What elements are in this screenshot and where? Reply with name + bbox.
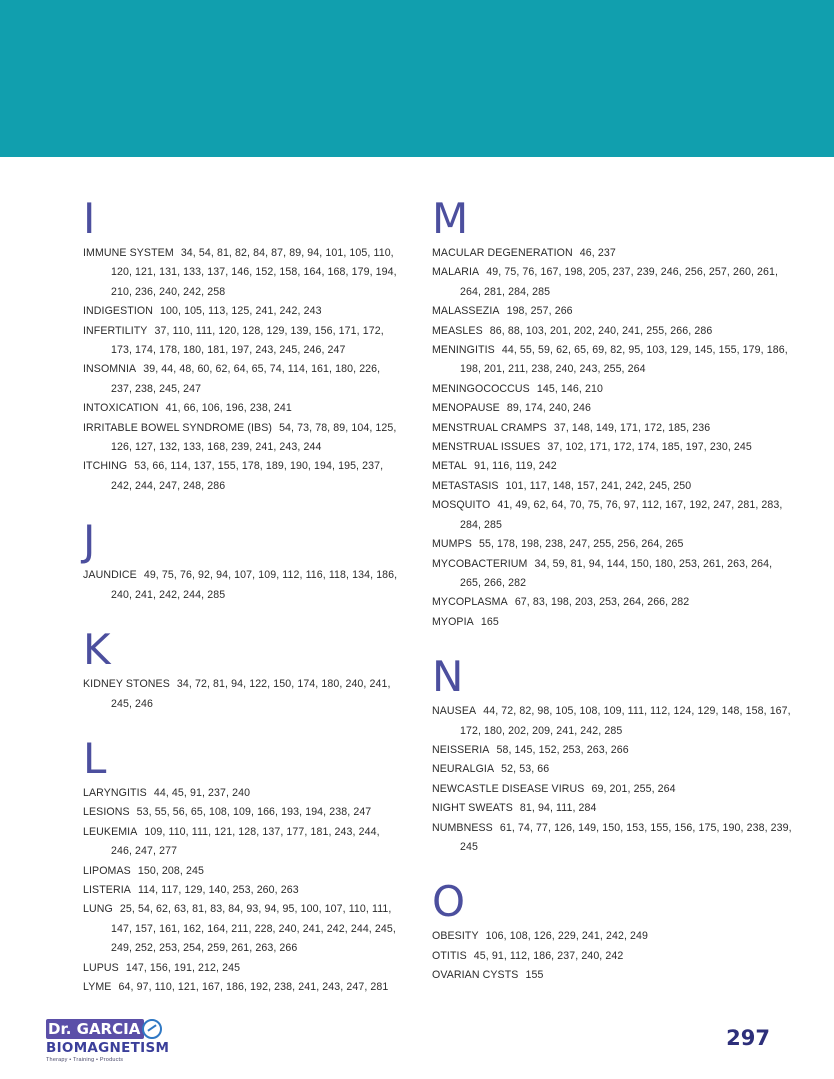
index-entry: [432, 496, 792, 535]
index-term: LEUKEMIA: [83, 825, 138, 838]
index-term: INSOMNIA: [83, 363, 137, 376]
index-section: [432, 654, 792, 857]
index-page-refs: 101, 117, 148, 157, 241, 242, 245, 250: [505, 479, 692, 492]
index-page-refs: 25, 54, 62, 63, 81, 83, 84, 93, 94, 95, 100, 107, 110, 111, 147, 157, 161, 162, 164, 211, 228, 240, 241, 242, 244, 245, 249, 252, 253, 254, 259, 261, 263, 266: [111, 903, 396, 955]
index-page-refs: 41, 66, 106, 196, 238, 241: [165, 402, 292, 415]
index-entry: [432, 555, 792, 594]
index-page-refs: 81, 94, 111, 284: [519, 802, 597, 815]
index-term: LISTERIA: [83, 883, 131, 896]
section-letter: I: [83, 194, 96, 243]
index-entry: [83, 900, 403, 958]
index-entry-list: [432, 702, 792, 857]
index-page-refs: 34, 59, 81, 94, 144, 150, 180, 253, 261, 263, 264, 265, 266, 282: [460, 557, 773, 589]
index-page-refs: 53, 66, 114, 137, 155, 178, 189, 190, 194, 195, 237, 242, 244, 247, 248, 286: [111, 460, 384, 492]
index-entry: [432, 535, 792, 554]
index-entry: [432, 302, 792, 321]
index-term: MENINGOCOCCUS: [432, 382, 530, 395]
index-term: MACULAR DEGENERATION: [432, 247, 573, 259]
index-entry: [432, 613, 792, 632]
index-entry: [432, 819, 792, 858]
index-page-refs: 114, 117, 129, 140, 253, 260, 263: [137, 883, 299, 896]
index-term: NUMBNESS: [432, 821, 493, 834]
index-page-refs: 53, 55, 56, 65, 108, 109, 166, 193, 194, 238, 247: [136, 806, 372, 819]
index-entry-list: [83, 244, 403, 496]
index-entry: [83, 823, 403, 862]
index-term: NEURALGIA: [432, 763, 495, 776]
index-section: [83, 733, 403, 997]
index-page-refs: 44, 55, 59, 62, 65, 69, 82, 95, 103, 129, 145, 155, 179, 186, 198, 201, 211, 238, 240, 243, 255, 264: [460, 344, 788, 376]
index-entry: [432, 593, 792, 612]
section-gap: [432, 857, 792, 879]
section-gap: [432, 632, 792, 654]
index-entry: [432, 947, 792, 966]
index-entry: [83, 675, 403, 714]
section-letter: O: [432, 877, 466, 927]
logo-tagline: Therapy • Training • Products: [46, 1057, 124, 1063]
index-entry: [83, 322, 403, 361]
index-entry: [432, 702, 792, 741]
index-term: MALASSEZIA: [432, 305, 500, 318]
index-term: MUMPS: [432, 538, 472, 551]
index-entry: [432, 760, 792, 779]
index-section: [83, 196, 403, 496]
index-term: LARYNGITIS: [83, 786, 147, 799]
index-term: KIDNEY STONES: [83, 678, 170, 691]
index-page-refs: 109, 110, 111, 121, 128, 137, 177, 181, 243, 244, 246, 247, 277: [111, 825, 380, 858]
index-section: [432, 879, 792, 985]
index-entry: [432, 322, 792, 341]
index-page-refs: 198, 257, 266: [506, 305, 573, 318]
section-letter: L: [83, 733, 107, 783]
index-page-refs: 44, 72, 82, 98, 105, 108, 109, 111, 112, 124, 129, 148, 158, 167, 172, 180, 202, 209, 241, 242, 285: [460, 705, 791, 737]
index-term: MEASLES: [432, 324, 483, 337]
index-page-refs: 37, 148, 149, 171, 172, 185, 236: [553, 421, 711, 434]
index-page-refs: 45, 91, 112, 186, 237, 240, 242: [473, 949, 624, 962]
index-page-refs: 100, 105, 113, 125, 241, 242, 243: [160, 305, 322, 318]
index-page-refs: 44, 45, 91, 237, 240: [153, 786, 251, 799]
index-page-refs: 106, 108, 126, 229, 241, 242, 249: [485, 930, 649, 943]
index-entry: [432, 927, 792, 946]
index-entry: [432, 341, 792, 380]
index-page-refs: 46, 237: [579, 247, 616, 259]
index-page-refs: 37, 102, 171, 172, 174, 185, 197, 230, 245: [547, 441, 752, 454]
index-term: MENOPAUSE: [432, 402, 500, 415]
index-term: MENINGITIS: [432, 344, 495, 357]
index-page-refs: 91, 116, 119, 242: [474, 460, 557, 473]
index-term: OTITIS: [432, 949, 467, 962]
index-term: LIPOMAS: [83, 864, 131, 877]
index-entry: [432, 380, 792, 399]
index-section: [83, 518, 403, 605]
index-term: OVARIAN CYSTS: [432, 969, 519, 982]
index-term: MENSTRUAL ISSUES: [432, 441, 541, 454]
index-entry: [83, 419, 403, 458]
index-page-refs: 147, 156, 191, 212, 245: [125, 961, 241, 974]
index-page-refs: 39, 44, 48, 60, 62, 64, 65, 74, 114, 161, 180, 226, 237, 238, 245, 247: [111, 363, 381, 395]
index-entry-list: [83, 675, 403, 714]
index-entry: [83, 566, 403, 605]
index-entry: [432, 419, 792, 438]
section-gap: [83, 496, 403, 518]
section-letter: M: [432, 194, 469, 243]
index-page-refs: 64, 97, 110, 121, 167, 186, 192, 238, 241, 243, 247, 281: [118, 980, 389, 993]
index-entry: [83, 959, 403, 978]
index-section: [83, 627, 403, 714]
index-page-refs: 58, 145, 152, 253, 263, 266: [496, 743, 629, 756]
index-page-refs: 86, 88, 103, 201, 202, 240, 241, 255, 266, 286: [489, 324, 713, 337]
index-entry: [432, 263, 792, 302]
index-entry: [83, 881, 403, 900]
index-page-refs: 49, 75, 76, 167, 198, 205, 237, 239, 246, 256, 257, 260, 261, 264, 281, 284, 285: [460, 266, 779, 298]
index-term: MOSQUITO: [432, 499, 491, 512]
index-entry: [83, 302, 403, 321]
index-entry: [83, 978, 403, 997]
index-entry: [83, 244, 403, 302]
header-band: [0, 0, 834, 157]
index-term: IMMUNE SYSTEM: [83, 247, 174, 259]
magnet-icon: [142, 1019, 162, 1039]
index-entry: [83, 399, 403, 418]
index-page-refs: 89, 174, 240, 246: [506, 402, 592, 415]
index-term: ITCHING: [83, 460, 128, 473]
index-term: MENSTRUAL CRAMPS: [432, 421, 547, 434]
section-letter: N: [432, 652, 464, 702]
index-term: LESIONS: [83, 806, 130, 819]
index-term: MALARIA: [432, 266, 480, 279]
index-entry-list: [432, 244, 792, 632]
index-page-refs: 54, 73, 78, 89, 104, 125, 126, 127, 132, 133, 168, 239, 241, 243, 244: [111, 421, 397, 454]
index-page-refs: 67, 83, 198, 203, 253, 264, 266, 282: [514, 596, 690, 609]
index-term: LUNG: [83, 903, 113, 916]
index-term: NEISSERIA: [432, 743, 490, 756]
index-entry: [432, 741, 792, 760]
index-entry: [432, 780, 792, 799]
index-page-refs: 155: [525, 969, 544, 982]
index-page-refs: 165: [480, 615, 499, 628]
index-term: LUPUS: [83, 961, 119, 974]
index-term: OBESITY: [432, 930, 479, 943]
index-entry: [432, 966, 792, 985]
index-entry: [432, 399, 792, 418]
index-entry-list: [83, 784, 403, 997]
index-column-right: [432, 196, 792, 986]
index-page-refs: 49, 75, 76, 92, 94, 107, 109, 112, 116, 118, 134, 186, 240, 241, 242, 244, 285: [111, 569, 398, 601]
index-entry: [83, 360, 403, 399]
index-page-refs: 55, 178, 198, 238, 247, 255, 256, 264, 265: [478, 538, 684, 551]
index-page-refs: 34, 72, 81, 94, 122, 150, 174, 180, 240, 241, 245, 246: [111, 678, 391, 710]
index-column-left: [83, 196, 403, 997]
index-term: NAUSEA: [432, 705, 477, 718]
index-entry: [432, 438, 792, 457]
index-term: LYME: [83, 980, 112, 993]
index-term: MYCOPLASMA: [432, 596, 508, 609]
index-entry: [83, 457, 403, 496]
index-entry: [432, 477, 792, 496]
index-term: METASTASIS: [432, 479, 499, 492]
index-term: METAL: [432, 460, 468, 473]
index-entry-list: [83, 566, 403, 605]
section-letter: K: [83, 625, 111, 675]
index-entry: [432, 244, 792, 263]
index-section: [432, 196, 792, 632]
index-term: MYCOBACTERIUM: [432, 557, 528, 570]
index-term: IRRITABLE BOWEL SYNDROME (IBS): [83, 421, 273, 434]
index-term: NEWCASTLE DISEASE VIRUS: [432, 782, 585, 795]
section-letter: J: [83, 516, 96, 566]
index-term: NIGHT SWEATS: [432, 802, 513, 815]
index-page-refs: 34, 54, 81, 82, 84, 87, 89, 94, 101, 105, 110, 120, 121, 131, 133, 137, 146, 152, 158, 164, 168, 179, 194, 210, 236, 240, 242, 258: [111, 247, 397, 298]
index-page-refs: 52, 53, 66: [501, 763, 550, 776]
index-term: JAUNDICE: [83, 569, 137, 582]
index-term: INDIGESTION: [83, 305, 153, 318]
index-entry: [83, 784, 403, 803]
section-gap: [83, 714, 403, 736]
brand-logo: [46, 1018, 176, 1066]
index-entry: [432, 457, 792, 476]
index-entry-list: [432, 927, 792, 985]
index-term: INFERTILITY: [83, 324, 148, 337]
index-page-refs: 145, 146, 210: [536, 382, 603, 395]
section-gap: [83, 605, 403, 627]
index-entry: [83, 803, 403, 822]
index-page-refs: 37, 110, 111, 120, 128, 129, 139, 156, 171, 172, 173, 174, 178, 180, 181, 197, 243, 245, 246, 247: [111, 324, 384, 357]
index-term: MYOPIA: [432, 615, 474, 628]
index-page-refs: 61, 74, 77, 126, 149, 150, 153, 155, 156, 175, 190, 238, 239, 245: [460, 821, 792, 853]
logo-brand-top: Dr. GARCIA: [46, 1019, 144, 1039]
index-page-refs: 41, 49, 62, 64, 70, 75, 76, 97, 112, 167, 192, 247, 281, 283, 284, 285: [460, 499, 783, 531]
page-number: 297: [726, 1026, 770, 1050]
index-entry: [83, 862, 403, 881]
index-page-refs: 69, 201, 255, 264: [591, 782, 676, 795]
index-page-refs: 150, 208, 245: [137, 864, 204, 877]
index-term: INTOXICATION: [83, 402, 159, 415]
logo-brand-bottom: BIOMAGNETISM: [46, 1040, 170, 1056]
index-entry: [432, 799, 792, 818]
